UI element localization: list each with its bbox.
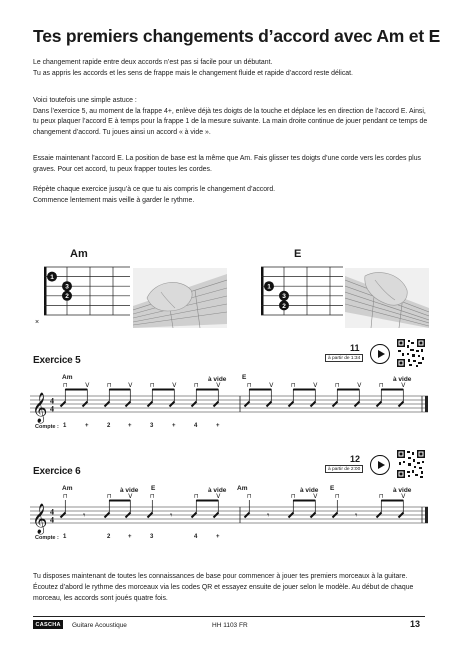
eighth-rest: 𝄾 (267, 511, 270, 521)
finger-dot (62, 291, 72, 301)
upstroke-mark: V (128, 493, 133, 500)
downstroke-mark: ⊓ (62, 493, 68, 500)
chord-label-e: E (242, 374, 247, 381)
muted-string-mark: × (34, 319, 40, 326)
count-plus: + (172, 423, 176, 429)
upstroke-mark: V (401, 493, 406, 500)
downstroke-mark: ⊓ (378, 493, 384, 500)
upstroke-mark: V (401, 382, 406, 389)
count-plus: + (216, 534, 220, 540)
outro-text: Tu disposes maintenant de toutes les connaissances de base pour commencer à jouer tes premiers morceaux à la guitare. Écoutez d’abord le rythme des morceaux via les codes QR et essayez ensuite de jouer selon le modèle. Au début de chaque morceau, les accords sont joués quatre fois. (33, 573, 414, 602)
tip-body: Dans l’exercice 5, au moment de la frappe 4+, enlève déjà tes doigts de la touche et déplace les en direction de l’accord E. Ainsi, tu peux plaquer l’accord E à temps pour la frappe 1 de la mesure suivante. La main droite continue de jouer pendant ce temps de changement d’accord. Tu joues ainsi un accord « à vide ». (33, 107, 428, 136)
rhythm-notes (61, 382, 407, 407)
count-3: 3 (150, 423, 154, 429)
count-4: 4 (194, 534, 198, 540)
qr-code[interactable] (396, 449, 426, 479)
chord-label-am: Am (62, 485, 73, 492)
finger-dot (279, 300, 289, 310)
downstroke-mark: ⊓ (62, 382, 68, 389)
upstroke-mark: V (85, 382, 90, 389)
page-number: 13 (410, 619, 421, 629)
chord-name-e: E (294, 248, 302, 260)
final-barline (425, 396, 428, 412)
chord-label-e: E (330, 485, 335, 492)
repeat-line-1: Répète chaque exercice jusqu’à ce que tu ais compris le changement d’accord. (33, 186, 276, 193)
upstroke-mark: V (313, 382, 318, 389)
footer-divider (33, 616, 425, 617)
time-signature-bottom: 4 (50, 515, 54, 525)
qr-code[interactable] (396, 338, 426, 368)
chord-diagram-e (247, 262, 343, 322)
count-1: 1 (63, 534, 67, 540)
track-number: 12 (350, 454, 361, 464)
compte-label: Compte : (35, 535, 59, 541)
upstroke-mark: V (128, 382, 133, 389)
exercise-5-staff (30, 380, 430, 432)
downstroke-mark: ⊓ (193, 493, 199, 500)
intro-line-2: Tu as appris les accords et les sens de frappe mais le changement fluide et rapide d’accord reste délicat. (33, 69, 353, 77)
finger-dot (279, 291, 289, 301)
downstroke-mark: ⊓ (106, 493, 112, 500)
a-vide-label: à vide (208, 376, 227, 383)
finger-dot (62, 281, 72, 291)
count-3: 3 (150, 534, 154, 540)
chord-name-am: Am (70, 248, 88, 260)
eighth-rest: 𝄾 (83, 511, 86, 521)
page-title: Tes premiers changements d’accord avec Am et E (33, 26, 441, 46)
count-2: 2 (107, 423, 111, 429)
track-start-time: à partir de 2:00 (325, 465, 363, 473)
downstroke-mark: ⊓ (334, 382, 340, 389)
chord-label-am: Am (237, 485, 248, 492)
svg-text:1: 1 (50, 274, 54, 281)
downstroke-mark: ⊓ (106, 382, 112, 389)
try-paragraph (33, 154, 428, 175)
upstroke-mark: V (357, 382, 362, 389)
svg-text:3: 3 (65, 283, 69, 291)
book-title: Guitare Acoustique (72, 622, 127, 629)
try-text: Essaie maintenant l’accord E. La position de base est la même que Am. Fais glisser tes doigts d’une corde vers les cordes plus graves. Pour cet accord, tu peux frapper toutes les cordes. (33, 155, 421, 173)
repeat-paragraph (33, 185, 428, 206)
a-vide-label: à vide (300, 487, 319, 494)
intro-paragraph (33, 58, 428, 79)
svg-text:𝄞: 𝄞 (32, 504, 48, 534)
downstroke-mark: ⊓ (149, 382, 155, 389)
downstroke-mark: ⊓ (290, 493, 296, 500)
chord-photo-am (133, 268, 227, 328)
intro-line-1: Le changement rapide entre deux accords n’est pas si facile pour un débutant. (33, 59, 273, 66)
downstroke-mark: ⊓ (149, 493, 155, 500)
outro-paragraph (33, 571, 428, 604)
time-signature-top: 4 (50, 507, 54, 517)
svg-text:1: 1 (267, 283, 271, 291)
chord-photo-e (345, 268, 429, 328)
chord-label-e: E (151, 485, 156, 492)
tip-paragraph (33, 96, 428, 138)
upstroke-mark: V (269, 382, 274, 389)
track-start-time: à partir de 1:34 (325, 354, 363, 362)
exercise-6-staff (30, 491, 430, 543)
count-4: 4 (194, 423, 198, 429)
finger-dot (264, 281, 274, 291)
downstroke-mark: ⊓ (246, 382, 252, 389)
eighth-rest: 𝄾 (355, 511, 358, 521)
a-vide-label: à vide (393, 376, 412, 383)
count-plus: + (216, 423, 220, 429)
svg-text:𝄞: 𝄞 (32, 393, 48, 423)
downstroke-mark: ⊓ (378, 382, 384, 389)
count-plus: + (128, 534, 132, 540)
book-code: HH 1103 FR (212, 622, 248, 629)
finger-dot (47, 272, 57, 282)
svg-text:2: 2 (282, 302, 286, 310)
a-vide-label: à vide (393, 487, 412, 494)
compte-label: Compte : (35, 424, 59, 430)
downstroke-mark: ⊓ (246, 493, 252, 500)
track-number: 11 (350, 343, 360, 353)
downstroke-mark: ⊓ (193, 382, 199, 389)
count-plus: + (128, 423, 132, 429)
svg-text:3: 3 (282, 293, 286, 301)
play-button[interactable] (370, 344, 390, 364)
a-vide-label: à vide (208, 487, 227, 494)
eighth-rest: 𝄾 (170, 511, 173, 521)
repeat-line-2: Commence lentement mais veille à garder le rythme. (33, 196, 195, 204)
count-1: 1 (63, 423, 67, 429)
count-plus: + (85, 423, 89, 429)
upstroke-mark: V (172, 382, 177, 389)
time-signature-top: 4 (50, 396, 54, 406)
upstroke-mark: V (216, 493, 221, 500)
svg-text:2: 2 (65, 293, 69, 301)
chord-diagram-am (30, 262, 130, 328)
count-2: 2 (107, 534, 111, 540)
exercise-6-title: Exercice 6 (33, 466, 81, 477)
chord-label-am: Am (62, 374, 73, 381)
publisher-logo: CASCHA (33, 620, 63, 629)
exercise-5-title: Exercice 5 (33, 355, 81, 366)
play-button[interactable] (370, 455, 390, 475)
upstroke-mark: V (216, 382, 221, 389)
upstroke-mark: V (313, 493, 318, 500)
downstroke-mark: ⊓ (290, 382, 296, 389)
tip-heading: Voici toutefois une simple astuce : (33, 97, 137, 104)
time-signature-bottom: 4 (50, 404, 54, 414)
downstroke-mark: ⊓ (334, 493, 340, 500)
a-vide-label: à vide (120, 487, 139, 494)
final-barline (425, 507, 428, 523)
